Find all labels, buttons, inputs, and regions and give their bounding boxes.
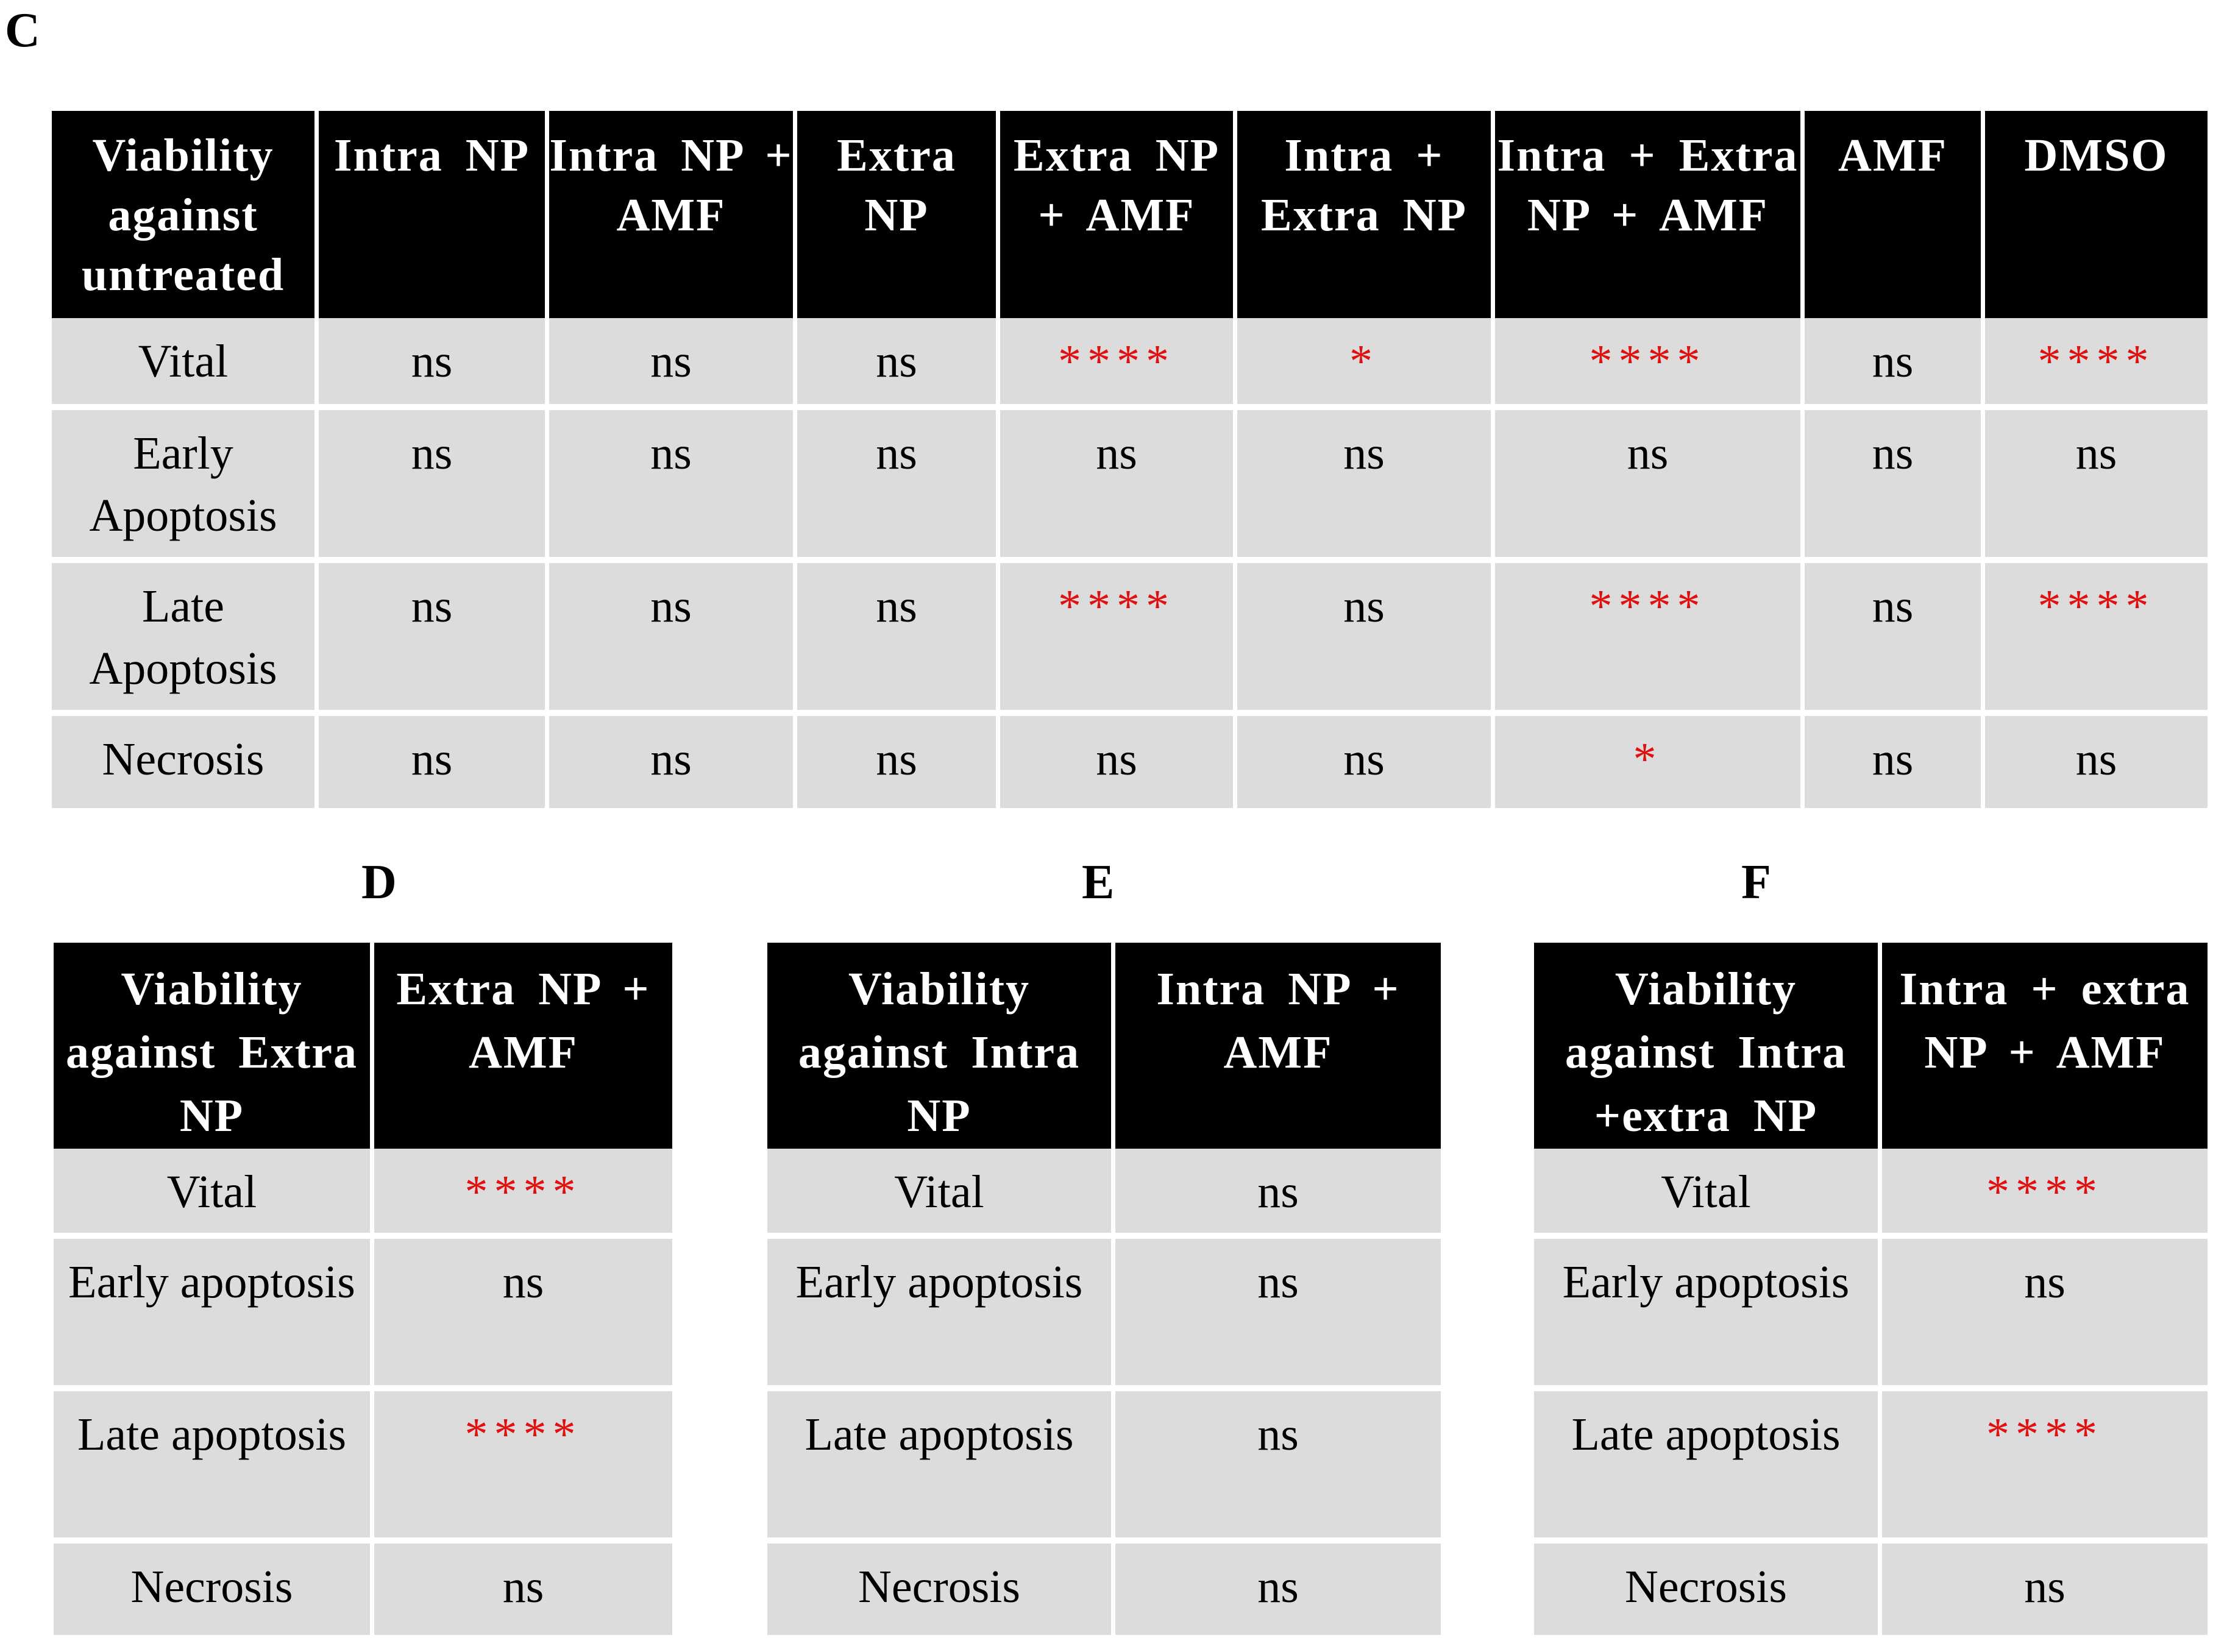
- header-cell-c-intra-extra-np-amf: Intra + Extra NP + AMF: [1495, 111, 1805, 318]
- row-label: Late apoptosis: [54, 1391, 374, 1544]
- significance-cell: ns: [319, 318, 549, 410]
- significance-cell: ****: [1882, 1149, 2208, 1239]
- table-e: [767, 943, 1441, 1635]
- significance-cell: ns: [797, 318, 1000, 410]
- header-cell-c-extra-np-amf: Extra NP + AMF: [1000, 111, 1237, 318]
- row-label: Vital: [54, 1149, 374, 1239]
- panel-label-d: D: [361, 856, 397, 909]
- table-row: [767, 1391, 1441, 1544]
- significance-cell: ****: [1000, 563, 1237, 716]
- row-label: Necrosis: [54, 1544, 374, 1635]
- significance-cell: ns: [1805, 318, 1985, 410]
- header-cell-c-viability-against-untreated: Viability against untreated: [52, 111, 319, 318]
- significance-cell: ns: [1115, 1239, 1441, 1391]
- significance-cell: ns: [319, 410, 549, 563]
- header-cell-c-amf: AMF: [1805, 111, 1985, 318]
- significance-cell: *: [1237, 318, 1495, 410]
- table-row: [767, 1239, 1441, 1391]
- header-cell-c-intra-np-amf: Intra NP + AMF: [549, 111, 797, 318]
- header-cell-f-viability-against-intra-extra-np: Viability against Intra +extra NP: [1534, 943, 1882, 1149]
- table-row: [54, 1149, 672, 1239]
- significance-cell: ns: [374, 1239, 672, 1391]
- significance-cell: ****: [1985, 563, 2208, 716]
- table-row: [52, 318, 2208, 410]
- row-label: Vital: [767, 1149, 1115, 1239]
- header-cell-d-extra-np-amf: Extra NP + AMF: [374, 943, 672, 1149]
- significance-cell: ns: [319, 563, 549, 716]
- header-cell-d-viability-against-extra-np: Viability against Extra NP: [54, 943, 374, 1149]
- table-f: [1534, 943, 2208, 1635]
- significance-cell: ns: [1985, 410, 2208, 563]
- significance-cell: ns: [1115, 1544, 1441, 1635]
- significance-cell: *: [1495, 716, 1805, 808]
- row-label: Necrosis: [767, 1544, 1115, 1635]
- table-c: [52, 111, 2208, 808]
- row-label: Late Apoptosis: [52, 563, 319, 716]
- panel-label-e: E: [1082, 856, 1115, 909]
- table-row: [52, 410, 2208, 563]
- significance-cell: ns: [1805, 716, 1985, 808]
- header-cell-f-intra-extra-np-amf: Intra + extra NP + AMF: [1882, 943, 2208, 1149]
- table-row: [1534, 1239, 2208, 1391]
- row-label: Necrosis: [1534, 1544, 1882, 1635]
- header-cell-e-viability-against-intra-np: Viability against Intra NP: [767, 943, 1115, 1149]
- header-cell-c-intra-np: Intra NP: [319, 111, 549, 318]
- significance-cell: ns: [797, 563, 1000, 716]
- significance-cell: ns: [1985, 716, 2208, 808]
- table-row: [54, 1391, 672, 1544]
- significance-cell: ns: [374, 1544, 672, 1635]
- panel-label-c: C: [5, 4, 40, 57]
- row-label: Early apoptosis: [1534, 1239, 1882, 1391]
- significance-cell: ****: [374, 1149, 672, 1239]
- significance-cell: ns: [1805, 410, 1985, 563]
- panel-label-f: F: [1741, 856, 1771, 909]
- row-label: Late apoptosis: [767, 1391, 1115, 1544]
- row-label: Vital: [1534, 1149, 1882, 1239]
- significance-cell: ns: [1882, 1239, 2208, 1391]
- significance-cell: ns: [797, 410, 1000, 563]
- significance-cell: ****: [1985, 318, 2208, 410]
- significance-cell: ****: [1000, 318, 1237, 410]
- significance-cell: ns: [549, 716, 797, 808]
- table-row: [1534, 1149, 2208, 1239]
- header-cell-c-extra-np: Extra NP: [797, 111, 1000, 318]
- significance-cell: ns: [1495, 410, 1805, 563]
- table-d: [54, 943, 672, 1635]
- significance-cell: ns: [1237, 716, 1495, 808]
- significance-cell: ns: [797, 716, 1000, 808]
- significance-cell: ns: [549, 563, 797, 716]
- significance-cell: ns: [319, 716, 549, 808]
- significance-cell: ns: [1000, 410, 1237, 563]
- significance-cell: ns: [1115, 1149, 1441, 1239]
- table-row: [54, 1239, 672, 1391]
- significance-cell: ****: [374, 1391, 672, 1544]
- significance-cell: ns: [1237, 410, 1495, 563]
- table-row: [1534, 1391, 2208, 1544]
- row-label: Early Apoptosis: [52, 410, 319, 563]
- table-row: [52, 716, 2208, 808]
- significance-cell: ****: [1495, 318, 1805, 410]
- row-label: Vital: [52, 318, 319, 410]
- row-label: Early apoptosis: [767, 1239, 1115, 1391]
- table-row: [1534, 1544, 2208, 1635]
- table-row: [767, 1149, 1441, 1239]
- row-label: Early apoptosis: [54, 1239, 374, 1391]
- table-row: [52, 563, 2208, 716]
- significance-cell: ****: [1882, 1391, 2208, 1544]
- significance-cell: ns: [549, 318, 797, 410]
- header-cell-e-intra-np-amf: Intra NP + AMF: [1115, 943, 1441, 1149]
- significance-cell: ns: [1805, 563, 1985, 716]
- header-cell-c-dmso: DMSO: [1985, 111, 2208, 318]
- significance-cell: ns: [549, 410, 797, 563]
- significance-cell: ns: [1882, 1544, 2208, 1635]
- row-label: Late apoptosis: [1534, 1391, 1882, 1544]
- significance-cell: ****: [1495, 563, 1805, 716]
- significance-cell: ns: [1000, 716, 1237, 808]
- row-label: Necrosis: [52, 716, 319, 808]
- header-cell-c-intra-extra-np: Intra + Extra NP: [1237, 111, 1495, 318]
- table-row: [54, 1544, 672, 1635]
- significance-cell: ns: [1237, 563, 1495, 716]
- significance-cell: ns: [1115, 1391, 1441, 1544]
- table-row: [767, 1544, 1441, 1635]
